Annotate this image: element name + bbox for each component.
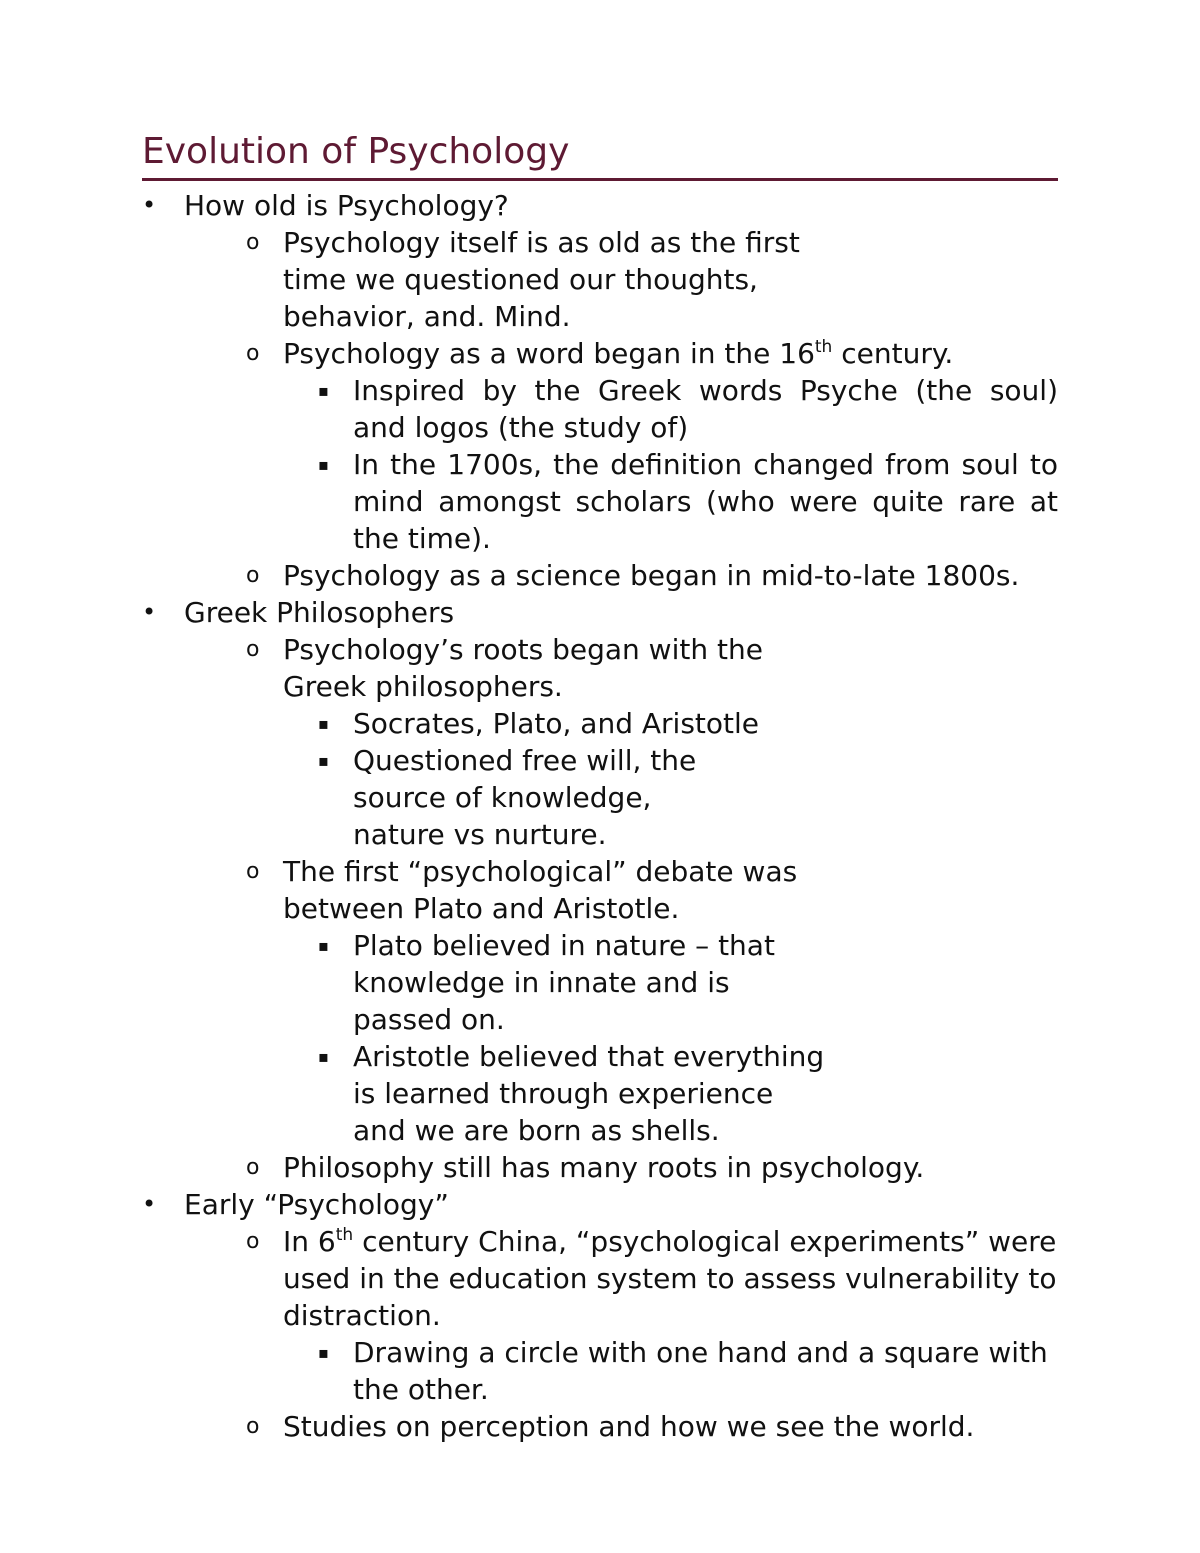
list-item: o Psychology itself is as old as the first time we questioned our thoughts, behavior, and. Mind. [246,226,800,333]
square-bullet-icon: ▪ [318,455,329,474]
square-bullet-icon: ▪ [318,751,329,770]
list-item: ▪ Drawing a circle with one hand and a square with the other. [318,1336,1048,1406]
square-bullet-icon: ▪ [318,1343,329,1362]
section-heading: • How old is Psychology? [142,189,509,222]
list-item: o Studies on perception and how we see the world. [246,1410,975,1443]
circle-bullet-icon: o [246,1155,260,1180]
list-item: ▪ Questioned free will, the source of knowledge, nature vs nurture. [318,744,697,851]
bullet-icon: • [142,1190,157,1218]
list-item: o The first “psychological” debate was between Plato and Aristotle. [246,855,798,925]
section-heading: • Greek Philosophers [142,596,455,629]
list-item: ▪ In the 1700s, the definition changed from soul to mind amongst scholars (who were quite rare at the time). [318,448,1058,555]
list-item: o In 6th century China, “psychological experiments” were used in the education system to assess vulnerability to distraction. [246,1225,1057,1332]
bullet-icon: • [142,598,157,626]
list-item: o Psychology as a science began in mid-to-late 1800s. [246,559,1020,592]
section-heading: • Early “Psychology” [142,1188,449,1221]
square-bullet-icon: ▪ [318,381,329,400]
circle-bullet-icon: o [246,341,260,366]
list-item: o Psychology’s roots began with the Greek philosophers. [246,633,763,703]
list-item: ▪ Aristotle believed that everything is learned through experience and we are born as shells. [318,1040,825,1147]
circle-bullet-icon: o [246,1229,260,1254]
list-item: o Psychology as a word began in the 16th century. [246,337,954,370]
list-item: ▪ Socrates, Plato, and Aristotle [318,707,759,740]
document-page [142,128,1058,1445]
square-bullet-icon: ▪ [318,1047,329,1066]
list-item: o Philosophy still has many roots in psychology. [246,1151,925,1184]
list-item: ▪ Plato believed in nature – that knowledge in innate and is passed on. [318,929,775,1036]
circle-bullet-icon: o [246,563,260,588]
circle-bullet-icon: o [246,1414,260,1439]
outline-list [142,187,1058,1445]
bullet-icon: • [142,191,157,219]
square-bullet-icon: ▪ [318,714,329,733]
list-item: ▪ Inspired by the Greek words Psyche (the soul) and logos (the study of) [318,374,1058,444]
page-title: Evolution of Psychology [142,128,1058,181]
circle-bullet-icon: o [246,230,260,255]
circle-bullet-icon: o [246,859,260,884]
circle-bullet-icon: o [246,637,260,662]
square-bullet-icon: ▪ [318,936,329,955]
